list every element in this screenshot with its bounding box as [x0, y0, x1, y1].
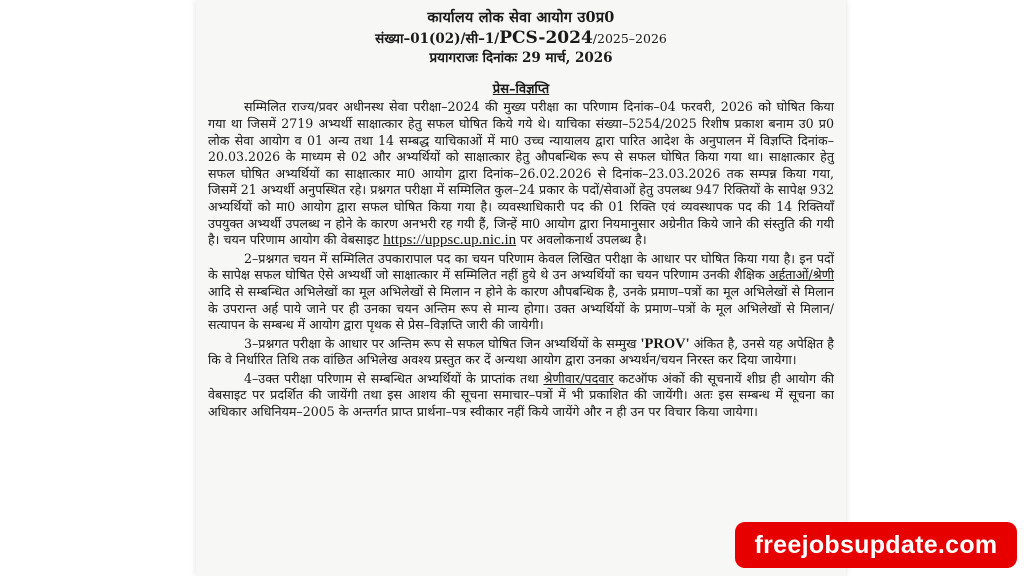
place-date: प्रयागराजः दिनांकः 29 मार्च, 2026 [429, 49, 613, 66]
paragraph-2 [208, 251, 834, 334]
website-link[interactable]: https://uppsc.up.nic.in [383, 232, 517, 249]
watermark-badge: freejobsupdate.com [735, 522, 1017, 568]
reference-suffix: /2025–2026 [592, 31, 667, 47]
paragraph-1-tail: पर अवलोकनार्थ उपलब्ध है। [516, 232, 647, 248]
reference-prefix: संख्या–01(02)/सी–1/ [375, 31, 500, 48]
document-body [208, 99, 834, 420]
paragraph-1 [208, 99, 834, 248]
press-release-title: प्रेस–विज्ञप्ति [492, 82, 550, 98]
paragraph-2-text: 2–प्रश्नगत चयन में सम्मिलित उपकारापाल पद का चयन परिणाम केवल लिखित परीक्षा के आधार पर घोषित किया गया है। इन पदों के सापेक्ष सफल घोषित ऐसे अभ्यर्थी जो साक्षात्कार में सम्मिलित नहीं हुये थे उन अभ्यर्थियों का चयन परिणाम उनकी शैक्षिक [208, 250, 834, 283]
reference-pcs: PCS-2024 [499, 28, 593, 49]
document-header [208, 8, 834, 67]
paragraph-1-text: सम्मिलित राज्य/प्रवर अधीनस्थ सेवा परीक्षा–2024 की मुख्य परीक्षा का परिणाम दिनांक–04 फरवरी, 2026 को घोषित किया गया था जिसमें 2719 अभ्यर्थी साक्षात्कार हेतु सफल घोषित किये गये थे। याचिका संख्या–5254/2025 रिशीष प्रकाश बनाम उ0 प्र0 लोक सेवा आयोग व 01 अन्य तथा 14 सम्बद्ध याचिकाओं में मा0 उच्च न्यायालय द्वारा पारित आदेश के अनुपालन में विज्ञप्ति दिनांक–20.03.2026 के माध्यम से 02 और अभ्यर्थियों को साक्षात्कार हेतु औपबन्धिक रूप से सफल घोषित किया गया था। साक्षात्कार हेतु सफल घोषित अभ्यर्थियों का साक्षात्कार मा0 आयोग द्वारा दिनांक–26.02.2026 से दिनांक–23.03.2026 तक सम्पन्न किया गया, जिसमें 21 अभ्यर्थी अनुपस्थित रहे। प्रश्नगत परीक्षा में सम्मिलित कुल–24 प्रकार के पदों/सेवाओं हेतु उपलब्ध 947 रिक्तियों के सापेक्ष 932 अभ्यर्थियों को मा0 आयोग द्वारा सफल घोषित किया गया है। व्यवस्थाधिकारी पद की 01 रिक्ति एवं व्यवस्थापक पद की 14 रिक्तियाँ उपयुक्त अभ्यर्थी उपलब्ध न होने के कारण अनभरी रह गयी हैं, जिन्हें मा0 आयोग द्वारा नियमानुसार अग्रेनीत किये जाने की संस्तुति की गयी है। चयन परिणाम आयोग की वेबसाइट [208, 99, 834, 248]
paragraph-3-tail: अंकित है, उनसे यह अपेक्षित है कि वे निर्धारित तिथि तक वांछित अभिलेख अवश्य प्रस्तुत कर दें अन्यथा आयोग द्वारा उनका अभ्यर्थन/चयन निरस्त कर दिया जायेगा। [208, 335, 834, 368]
prov-marker: 'PROV' [640, 335, 690, 352]
paragraph-3 [208, 336, 834, 369]
reference-number [208, 27, 834, 49]
paragraph-2-underlined: अर्हताओं/श्रेणी [768, 267, 834, 283]
paragraph-3-text: 3–प्रश्नगत परीक्षा के आधार पर अन्तिम रूप से सफल घोषित जिन अभ्यर्थियों के सम्मुख [244, 335, 641, 351]
press-release-document [196, 0, 846, 576]
paragraph-4 [208, 371, 834, 421]
paragraph-4-underlined: श्रेणीवार/पदवार [543, 370, 614, 386]
paragraph-4-tail: कटऑफ अंकों की सूचनायें शीघ्र ही आयोग की वेबसाइट पर प्रदर्शित की जायेंगी तथा इस आशय की सूचना समाचार–पत्रों में भी प्रकाशित की जायेंगी। अतः इस सम्बन्ध में सूचना का अधिकार अधिनियम–2005 के अन्तर्गत प्राप्त प्रार्थना–पत्र स्वीकार नहीं किये जायेंगे और न ही उन पर विचार किया जायेगा। [208, 370, 835, 420]
paragraph-2-tail: आदि से सम्बन्धित अभिलेखों का मूल अभिलेखों से मिलान न होने के कारण औपबन्धिक है, उनके प्रमाण–पत्रों का मूल अभिलेखों से मिलान के उपरान्त अर्ह पाये जाने पर ही उनका चयन अन्तिम रूप से मान्य होगा। उक्त अभ्यर्थियों के प्रमाण–पत्रों के मूल अभिलेखों से मिलान/सत्यापन के सम्बन्ध में आयोग द्वारा पृथक से प्रेस–विज्ञप्ति जारी की जायेगी। [208, 283, 834, 333]
office-name: कार्यालय लोक सेवा आयोग उ0प्र0 [427, 9, 615, 26]
paragraph-4-text: 4–उक्त परीक्षा परिणाम से सम्बन्धित अभ्यर्थियों के प्राप्तांक तथा [244, 370, 544, 386]
